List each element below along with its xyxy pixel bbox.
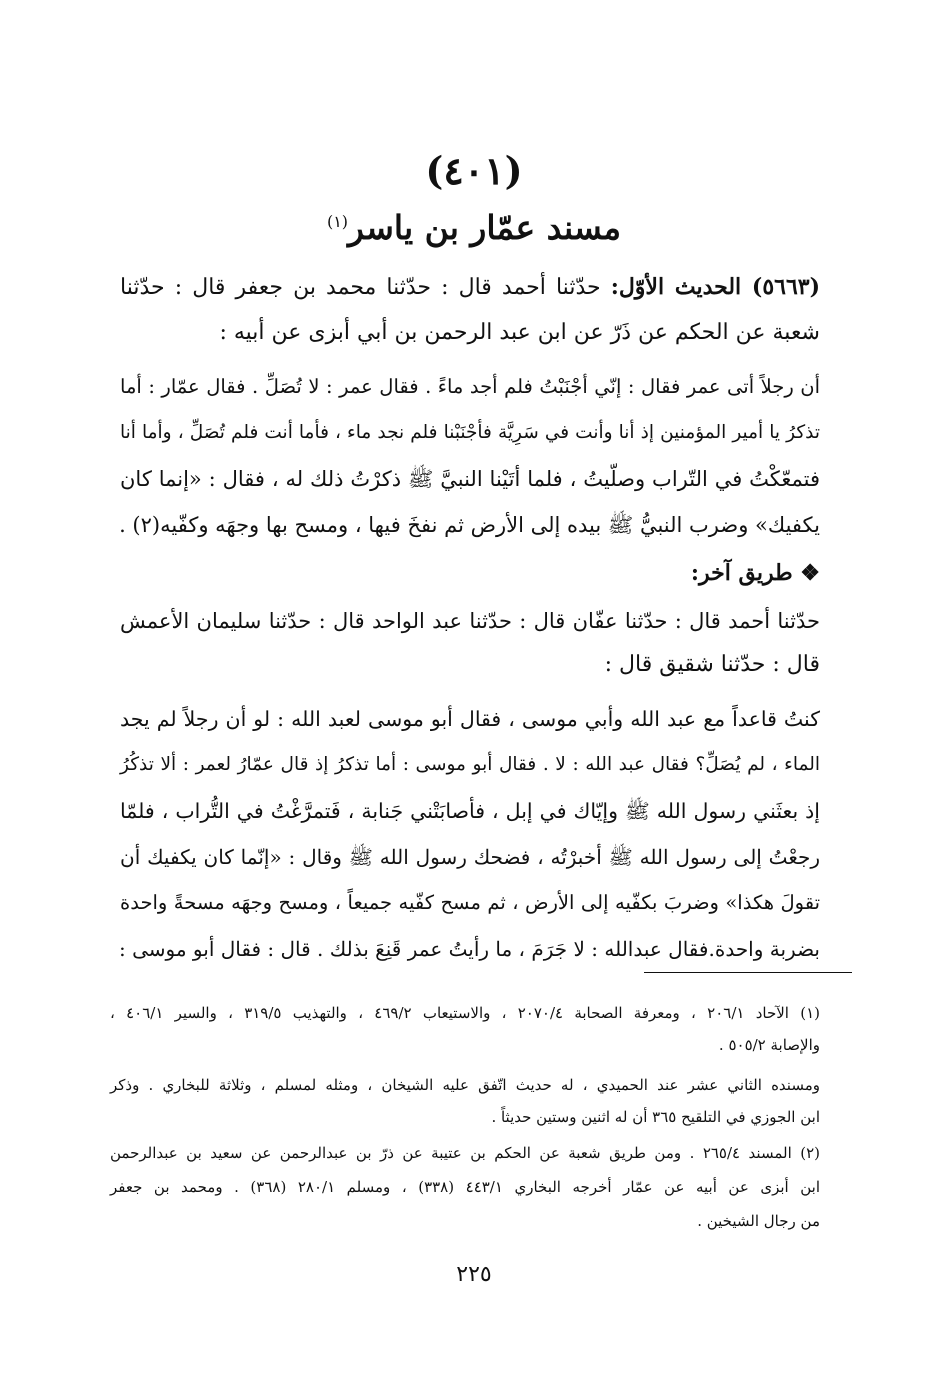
- footnote-line-2: والإصابة ٥٠٥/٢ .: [718, 1036, 820, 1054]
- hadith1-line-3: أن رجلاً أتى عمر فقال : إنّي أجْنَبْتُ فلم أجد ماءً . فقال عمر : لا تُصَلِّ . فقال عمّار : أما: [120, 375, 820, 398]
- route-line-4: الماء ، لم يُصَلِّ؟ فقال عبد الله : لا . فقال أبو موسى : أما تذكرُ إذ قال عمّارُ لعمر : ألا تذكُرُ: [120, 754, 820, 775]
- hadith1-line-1-text: حدّثنا أحمد قال : حدّثنا محمد بن جعفر قال : حدّثنا: [120, 275, 601, 300]
- route-line-2: قال : حدّثنا شقيق قال :: [604, 652, 820, 677]
- footnote-line-7: من رجال الشيخين .: [697, 1212, 820, 1230]
- footnote-line-5: (٢) المسند ٢٦٥/٤ . ومن طريق شعبة عن الحكم بن عتيبة عن ذرّ بن عبدالرحمن عن سعيد بن عبدالرحمن: [110, 1144, 820, 1162]
- footnote-divider: [644, 972, 852, 973]
- page-number: ٢٢٥: [456, 1262, 492, 1287]
- footnote-line-1: (١) الآحاد ٢٠٦/١ ، ومعرفة الصحابة ٢٠٧٠/٤ ، والاستيعاب ٤٦٩/٢ ، والتهذيب ٣١٩/٥ ، والسير ٤٠٦/١ ،: [110, 1004, 820, 1022]
- footnote-line-6: ابن أبزى عن أبيه عن عمّار أخرجه البخاري ٤٤٣/١ (٣٣٨) ، ومسلم ٢٨٠/١ (٣٦٨) . ومحمد بن جعفر: [110, 1178, 821, 1196]
- hadith1-line-5: فتمعّكْتُ في التّراب وصلّيتُ ، فلما أتَيْنا النبيَّ ﷺ ذكرْتُ ذلك له ، فقال : «إنما كان: [120, 467, 820, 491]
- hadith1-line-1: [120, 270, 820, 305]
- route-line-5: إذ بعثَني رسول الله ﷺ وإيّاك في إبل ، فأصابَتْني جَنابة ، فَتمرَّغْتُ في التُّراب ، فلمّا: [120, 799, 820, 823]
- route-line-8: بضربة واحدة.فقال عبدالله : لا جَرَمَ ، ما رأيتُ عمر قَنِعَ بذلك . قال : فقال أبو موسى :: [119, 937, 820, 961]
- route-line-1: حدّثنا أحمد قال : حدّثنا عفّان قال : حدّثنا عبد الواحد قال : حدّثنا سليمان الأعمش: [120, 609, 820, 633]
- route-line-7: تقولَ هكذا» وضربَ بكفّيه إلى الأرض ، ثم مسح كفّيه جميعاً ، ومسح وجهَه مسحةً واحدة: [120, 891, 820, 914]
- hadith1-line-6: يكفيك» وضرب النبيُّ ﷺ بيده إلى الأرض ثم نفخَ فيها ، ومسح بها وجهَه وكفّيه(٢) .: [119, 513, 820, 537]
- chapter-title-text: مسند عمّار بن ياسر: [348, 208, 622, 247]
- chapter-title: [0, 208, 948, 247]
- hadith1-line-2: شعبة عن الحكم عن ذَرّ عن ابن عبد الرحمن بن أبي أبزى عن أبيه :: [219, 320, 820, 345]
- hadith1-line-4: تذكرُ يا أمير المؤمنين إذ أنا وأنت في سَرِيَّة فأجْنَبْنا فلم نجد ماء ، فأما أنت فلم تُصَلِّ ، وأما أنا: [120, 422, 820, 443]
- route-line-6: رجعْتُ إلى رسول الله ﷺ أخبرْتُه ، فضحك رسول الله ﷺ وقال : «إنّما كان يكفيك أن: [120, 845, 820, 869]
- footnote-line-3: ومسنده الثاني عشر عند الحميدي ، له حديث اتّفق عليه الشيخان ، ومثله لمسلم ، وثلاثة للبخاري . وذكر: [110, 1076, 820, 1094]
- route-line-3: كنتُ قاعداً مع عبد الله وأبي موسى ، فقال أبو موسى لعبد الله : لو أن رجلاً لم يجد: [120, 707, 820, 731]
- chapter-number: (٤٠١): [425, 148, 523, 193]
- hadith-label: (٥٦٦٣) الحديث الأوّل:: [610, 274, 820, 300]
- footnote-line-4: ابن الجوزي في التلقيح ٣٦٥ أن له اثنين وستين حديثاً .: [491, 1108, 820, 1126]
- title-footnote-ref: (١): [326, 212, 349, 231]
- route-heading: ❖ طريق آخر:: [690, 560, 820, 586]
